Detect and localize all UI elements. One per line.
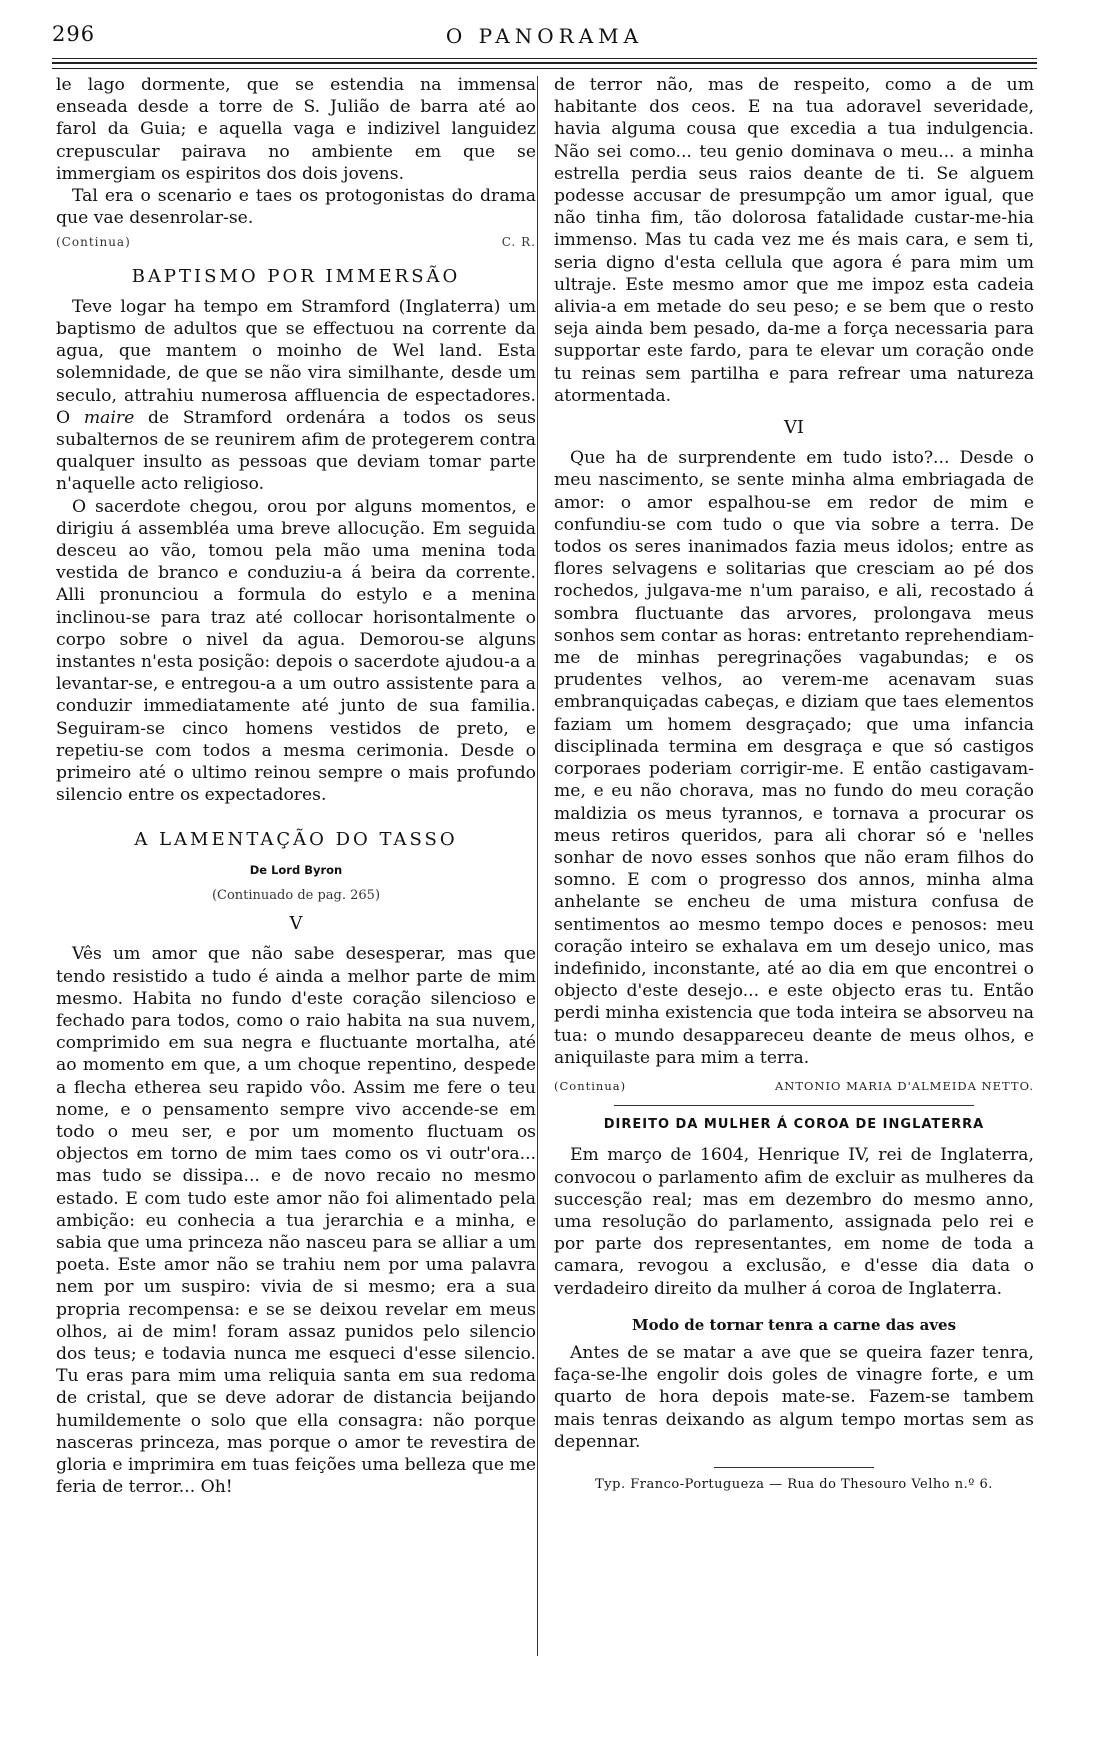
continued-paragraph: de terror não, mas de respeito, como a de um habitante dos ceos. E na tua adoravel severidade, havia alguma cousa que excedia a tua indulgencia. Não sei como... teu genio dominava o meu... a minha estrella perdia seus raios deante de ti. Se alguem podesse accusar de presumpção um amor igual, que não tinha fim, tão dolorosa fatalidade custar-me-hia immenso. Mas tu cada vez me és mais cara, e sem ti, seria digno d'esta cellula que agora é para mim um ultraje. Este mesmo amor que me impoz esta cadeia alivia-a em metade do seu peso; e se bem que o resto seja ainda bem pesado, da-me a força necessaria para supportar este fardo, para te elevar um coração onde tu reinas sem partilha e para refrear uma natureza atormentada. (554, 75, 1034, 406)
intro-paragraph-2: Tal era o scenario e taes os protogonistas do drama que vae desenrolar-se. (56, 186, 536, 229)
baptism-p1-maire: maire (83, 407, 135, 428)
direito-paragraph: Em março de 1604, Henrique IV, rei de Inglaterra, convocou o parlamento afim de excluir as mulheres da succesção real; mas em dezembro do mesmo anno, uma resolução do parlamento, assignada pelo rei e por parte dos representantes, em nome de toda a camara, revogou a exclusão, e d'esse dia data o verdadeiro direito da mulher á coroa de Inglaterra. (554, 1145, 1034, 1299)
author-name: ANTONIO MARIA D'ALMEIDA NETTO. (774, 1078, 1034, 1093)
right-column (554, 74, 1034, 1496)
continued-note: (Continuado de pag. 265) (211, 887, 381, 903)
intro-paragraph: le lago dormente, que se estendia na immensa enseada desde a torre de S. Julião de barra até ao farol da Guia; e aquella vaga e indizivel languidez crepuscular pairava no ambiente em que se immergiam os espiritos dos dois jovens. (56, 75, 536, 184)
header-rule (52, 68, 1037, 69)
header-rule (52, 58, 1037, 59)
left-column (56, 74, 536, 1498)
article-title-tasso: A LAMENTAÇÃO DO TASSO (134, 828, 458, 850)
page-header (52, 16, 1037, 48)
article-title-baptism: BAPTISMO POR IMMERSÃO (131, 265, 461, 287)
page-number: 296 (52, 22, 96, 46)
signature-line (554, 1075, 1034, 1097)
section-numeral: V (289, 913, 303, 935)
byline: De Lord Byron (249, 862, 343, 877)
baptism-p1-end: de Stramford ordenára a todos os seus subalternos de se reunirem afim de protegerem contra qualquer insulto as pessoas que deviam tomar parte n'aquelle acto religioso. (56, 407, 536, 495)
continua-note: (Continua) (554, 1078, 627, 1093)
author-initials: C. R. (501, 235, 536, 250)
printer-imprint: Typ. Franco-Portugueza — Rua do Thesouro Velho n.º 6. (595, 1476, 993, 1492)
baptism-paragraph-1 (56, 296, 536, 496)
journal-title: O PANORAMA (445, 24, 644, 48)
article-title-aves: Modo de tornar tenra a carne das aves (631, 1315, 957, 1334)
column-divider (537, 76, 538, 1656)
baptism-p1-start: Teve logar ha tempo em Stramford (Inglaterra) um baptismo de adultos que se effectuou na corrente da agua, que mantem o moinho de Wel land. Esta solemnidade, de que se não vira similhante, desde um seculo, attrahiu numerosa affluencia de espectadores. O (56, 296, 536, 428)
section-vi-paragraph: Que ha de surprendente em tudo isto?... Desde o meu nascimento, se sente minha alma embriagada de amor: o amor espalhou-se em redor de mim e confundiu-se com tudo o que via sobre a terra. De todos os seres inanimados fazia meus idolos; entre as flores selvagens e solitarias que cresciam ao pé dos rochedos, julgava-me n'um paraiso, e ali, recostado á sombra fluctuante das arvores, prolongava meus sonhos sem contar as horas: entretanto reprehendiam-me de minhas peregrinações vagabundas; e os prudentes velhos, ao verem-me acenavam suas embranquiçadas cabeças, e diziam que taes elementos faziam um homem desgraçado; que uma infancia disciplinada termina em desgraça e que só castigos corporaes poderiam corrigir-me. E então castigavam-me, e eu não chorava, mas no fundo do meu coração maldizia os meus tyrannos, e tornava a procurar os meus retiros queridos, para ali chorar só e 'nelles sonhar de novo esses sonhos que não eram filhos do somno. E com o progresso dos annos, minha alma anhelante se encheu de uma mistura confusa de sentimentos ao mesmo tempo doces e penosos: meu coração inteiro se exhalava em um desejo unico, mas indefinido, inconstante, até ao dia em que encontrei o objecto d'este desejo... e este objecto eras tu. Então perdi minha existencia que toda inteira se absorveu na tua: o mundo desappareceu deante de meus olhos, e aniquilaste para mim a terra. (554, 448, 1034, 1068)
section-numeral: VI (783, 417, 805, 439)
tasso-paragraph: Vês um amor que não sabe desesperar, mas que tendo resistido a tudo é ainda a melhor parte de mim mesmo. Habita no fundo d'este coração silencioso e fechado para todos, como o raio habita na sua nuvem, comprimido em sua negra e fluctuante mortalha, até ao momento em que, a um choque repentino, despede a flecha etherea seu rapido vôo. Assim me fere o teu nome, e o pensamento sempre vivo accende-se em todo o meu ser, e por um momento fluctuam os objectos em torno de mim taes como os vi outr'ora... mas tudo se dissipa... e de novo recaio no mesmo estado. E com tudo este amor não foi alimentado pela ambição: eu conhecia a tua jerarchia e a minha, e sabia que uma princeza não nasceu para se alliar a um poeta. Este amor não se trahiu nem por uma palavra nem por um suspiro: vivia de si mesmo; era a sua propria recompensa: e se se deixou revelar em meus olhos, ai de mim! foram assaz punidos pelo silencio dos teus; e todavia nunca me esqueci d'esse silencio. Tu eras para mim uma reliquia santa em sua redoma de cristal, que se deve adorar de distancia beijando humildemente o solo que ella consagra: não porque nasceras princeza, mas porque o amor te revestira de gloria e imprimira em tuas feições uma belleza que me feria de terror... Oh! (56, 944, 536, 1498)
imprint-rule (714, 1467, 874, 1468)
aves-paragraph: Antes de se matar a ave que se queira fazer tenra, faça-se-lhe engolir dois goles de vinagre forte, e um quarto de hora depois mate-se. Fazem-se tambem mais tenras deixando as algum tempo mortas sem as depennar. (554, 1342, 1034, 1452)
article-title-direito: DIREITO DA MULHER Á COROA DE INGLATERRA (603, 1117, 985, 1133)
section-rule (614, 1105, 974, 1106)
header-rule (52, 62, 1037, 64)
continuation-line (56, 231, 536, 253)
baptism-paragraph-2: O sacerdote chegou, orou por alguns momentos, e dirigiu á assembléa uma breve allocução. Em seguida desceu ao vão, tomou pela mão uma menina toda vestida de branco e conduziu-a á beira da corrente. Alli pronunciou a formula do estylo e a menina inclinou-se para traz até collocar horisontalmente o corpo sobre o nivel da agua. Demorou-se alguns instantes n'esta posição: depois o sacerdote ajudou-a a levantar-se, e entregou-a a um outro assistente para a conduzir immediatamente até junto de sua familia. Seguiram-se cinco homens vestidos de preto, e repetiu-se com todos a mesma cerimonia. Desde o primeiro até o ultimo reinou sempre o mais profundo silencio entre os expectadores. (56, 496, 536, 806)
continua-note: (Continua) (56, 235, 131, 250)
